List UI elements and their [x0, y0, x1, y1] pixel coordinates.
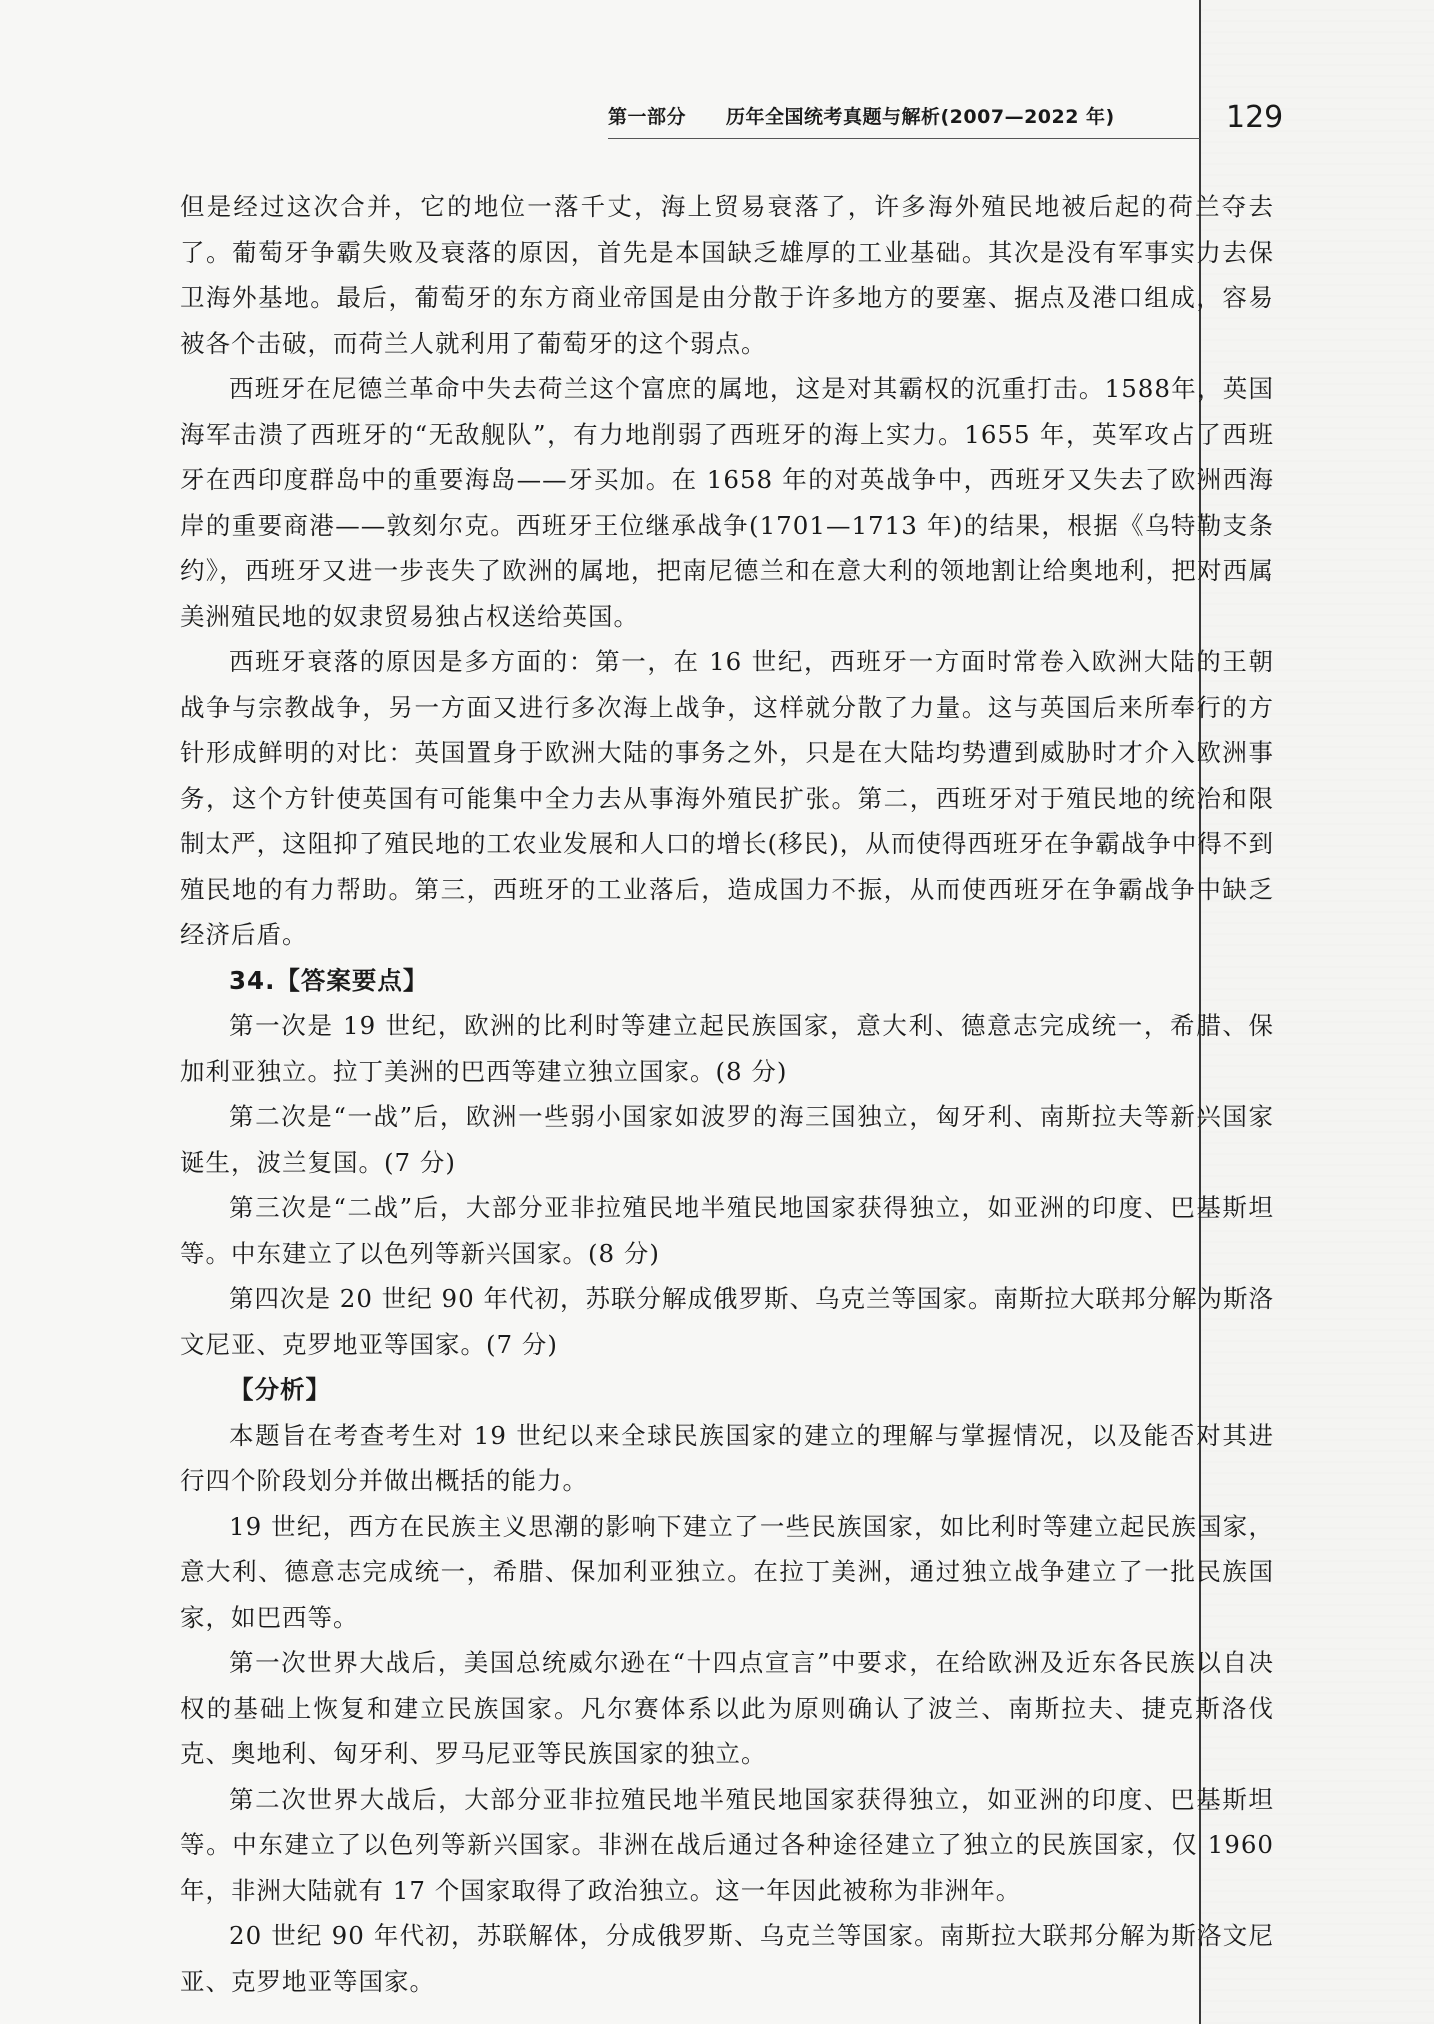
running-header — [608, 98, 1168, 138]
header-rule — [608, 138, 1200, 139]
paragraph: 但是经过这次合并，它的地位一落千丈，海上贸易衰落了，许多海外殖民地被后起的荷兰夺去了。葡萄牙争霸失败及衰落的原因，首先是本国缺乏雄厚的工业基础。其次是没有军事实力去保卫海外基地。最后，葡萄牙的东方商业帝国是由分散于许多地方的要塞、据点及港口组成，容易被各个击破，而荷兰人就利用了葡萄牙的这个弱点。 — [180, 192, 1274, 358]
answer-heading: 34.【答案要点】 — [229, 965, 429, 995]
paragraph: 第二次世界大战后，大部分亚非拉殖民地半殖民地国家获得独立，如亚洲的印度、巴基斯坦等。中东建立了以色列等新兴国家。非洲在战后通过各种途径建立了独立的民族国家，仅 1960 年，非洲大陆就有 17 个国家取得了政治独立。这一年因此被称为非洲年。 — [180, 1784, 1274, 1905]
paragraph: 第二次是“一战”后，欧洲一些弱小国家如波罗的海三国独立，匈牙利、南斯拉夫等新兴国家诞生，波兰复国。(7 分) — [180, 1102, 1274, 1177]
analysis-heading: 【分析】 — [229, 1375, 331, 1404]
body-text — [180, 184, 1274, 2004]
header-title: 历年全国统考真题与解析(2007—2022 年) — [726, 106, 1115, 128]
paragraph: 第四次是 20 世纪 90 年代初，苏联分解成俄罗斯、乌克兰等国家。南斯拉大联邦分解为斯洛文尼亚、克罗地亚等国家。(7 分) — [180, 1284, 1274, 1359]
paragraph: 第一次世界大战后，美国总统威尔逊在“十四点宣言”中要求，在给欧洲及近东各民族以自决权的基础上恢复和建立民族国家。凡尔赛体系以此为原则确认了波兰、南斯拉夫、捷克斯洛伐克、奥地利、匈牙利、罗马尼亚等民族国家的独立。 — [180, 1648, 1274, 1768]
paragraph: 19 世纪，西方在民族主义思潮的影响下建立了一些民族国家，如比利时等建立起民族国家，意大利、德意志完成统一，希腊、保加利亚独立。在拉丁美洲，通过独立战争建立了一批民族国家，如巴西等。 — [180, 1511, 1274, 1632]
page-number: 129 — [1226, 100, 1284, 135]
paragraph: 西班牙衰落的原因是多方面的：第一，在 16 世纪，西班牙一方面时常卷入欧洲大陆的王朝战争与宗教战争，另一方面又进行多次海上战争，这样就分散了力量。这与英国后来所奉行的方针形成鲜明的对比：英国置身于欧洲大陆的事务之外，只是在大陆均势遭到威胁时才介入欧洲事务，这个方针使英国有可能集中全力去从事海外殖民扩张。第二，西班牙对于殖民地的统治和限制太严，这阻抑了殖民地的工农业发展和人口的增长(移民)，从而使得西班牙在争霸战争中得不到殖民地的有力帮助。第三，西班牙的工业落后，造成国力不振，从而使西班牙在争霸战争中缺乏经济后盾。 — [180, 647, 1274, 949]
paragraph: 第三次是“二战”后，大部分亚非拉殖民地半殖民地国家获得独立，如亚洲的印度、巴基斯坦等。中东建立了以色列等新兴国家。(8 分) — [180, 1193, 1274, 1268]
header-part: 第一部分 — [608, 106, 687, 128]
paragraph: 第一次是 19 世纪，欧洲的比利时等建立起民族国家，意大利、德意志完成统一，希腊、保加利亚独立。拉丁美洲的巴西等建立独立国家。(8 分) — [180, 1011, 1274, 1086]
paragraph: 本题旨在考查考生对 19 世纪以来全球民族国家的建立的理解与掌握情况，以及能否对其进行四个阶段划分并做出概括的能力。 — [180, 1420, 1274, 1495]
paragraph: 西班牙在尼德兰革命中失去荷兰这个富庶的属地，这是对其霸权的沉重打击。1588年，英国海军击溃了西班牙的“无敌舰队”，有力地削弱了西班牙的海上实力。1655 年，英军攻占了西班牙在西印度群岛中的重要海岛——牙买加。在 1658 年的对英战争中，西班牙又失去了欧洲西海岸的重要商港——敦刻尔克。西班牙王位继承战争(1701—1713 年)的结果，根据《乌特勒支条约》，西班牙又进一步丧失了欧洲的属地，把南尼德兰和在意大利的领地割让给奥地利，把对西属美洲殖民地的奴隶贸易独占权送给英国。 — [180, 374, 1274, 631]
paragraph: 20 世纪 90 年代初，苏联解体，分成俄罗斯、乌克兰等国家。南斯拉大联邦分解为斯洛文尼亚、克罗地亚等国家。 — [180, 1921, 1274, 1996]
